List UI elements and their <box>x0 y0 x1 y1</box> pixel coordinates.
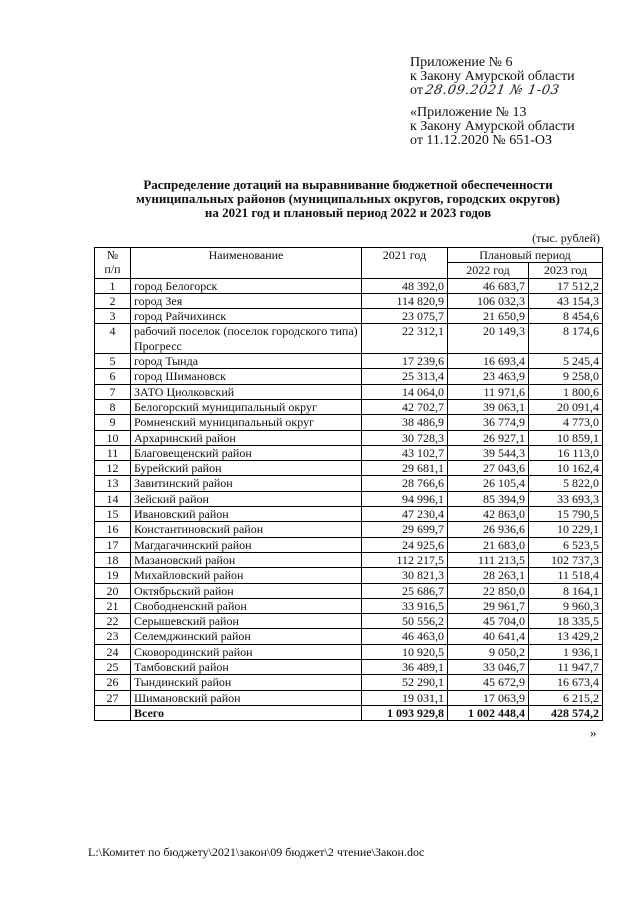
value-2021: 30 728,3 <box>362 430 448 445</box>
value-2021: 17 239,6 <box>362 354 448 369</box>
row-number: 22 <box>95 614 131 629</box>
value-2022: 42 863,0 <box>448 507 529 522</box>
value-2021: 25 313,4 <box>362 369 448 384</box>
value-2022: 26 927,1 <box>448 430 529 445</box>
table-row <box>95 476 603 491</box>
value-2021: 42 702,7 <box>362 399 448 414</box>
value-2023: 8 454,6 <box>529 309 603 324</box>
unit-label: (тыс. рублей) <box>532 231 600 245</box>
row-name: Октябрьский район <box>131 583 362 598</box>
row-number: 6 <box>95 369 131 384</box>
value-2023: 18 335,5 <box>529 614 603 629</box>
value-2021: 33 916,5 <box>362 598 448 613</box>
row-number: 4 <box>95 324 131 354</box>
row-number: 8 <box>95 399 131 414</box>
table-row <box>95 384 603 399</box>
value-2022: 33 046,7 <box>448 660 529 675</box>
value-2023: 6 523,5 <box>529 537 603 552</box>
value-2021: 28 766,6 <box>362 476 448 491</box>
row-number: 18 <box>95 552 131 567</box>
value-2023: 10 859,1 <box>529 430 603 445</box>
row-number: 10 <box>95 430 131 445</box>
value-2021: 114 820,9 <box>362 293 448 308</box>
row-number: 26 <box>95 675 131 690</box>
value-2023: 20 091,4 <box>529 399 603 414</box>
row-number: 11 <box>95 445 131 460</box>
row-name: Завитинский район <box>131 476 362 491</box>
value-2023: 8 174,6 <box>529 324 603 354</box>
value-2023: 1 936,1 <box>529 644 603 659</box>
value-2023: 10 229,1 <box>529 522 603 537</box>
value-2022: 40 641,4 <box>448 629 529 644</box>
table-row <box>95 324 603 354</box>
row-name: Константиновский район <box>131 522 362 537</box>
value-2021: 112 217,5 <box>362 552 448 567</box>
total-number <box>95 705 131 720</box>
header-2023: 2023 год <box>529 263 603 278</box>
table-row <box>95 552 603 567</box>
value-2021: 36 489,1 <box>362 660 448 675</box>
title-line-3: на 2021 год и плановый период 2022 и 2023 годов <box>204 205 492 220</box>
row-number: 19 <box>95 568 131 583</box>
value-2023: 102 737,3 <box>529 552 603 567</box>
table-row <box>95 369 603 384</box>
value-2022: 16 693,4 <box>448 354 529 369</box>
value-2022: 23 463,9 <box>448 369 529 384</box>
table-row <box>95 568 603 583</box>
total-row <box>95 705 603 720</box>
value-2022: 36 774,9 <box>448 415 529 430</box>
table-row <box>95 491 603 506</box>
value-2021: 19 031,1 <box>362 690 448 705</box>
table-row <box>95 644 603 659</box>
table-row <box>95 430 603 445</box>
row-number: 17 <box>95 537 131 552</box>
appendix-previous-date: от 11.12.2020 № 651-ОЗ <box>410 133 553 148</box>
row-name: Тамбовский район <box>131 660 362 675</box>
row-number: 13 <box>95 476 131 491</box>
title-line-2: муниципальных районов (муниципальных округов, городских округов) <box>136 191 560 206</box>
handwritten-date-number: 28.09.2021 № 1-03 <box>423 83 561 98</box>
row-name: Свободненский район <box>131 598 362 613</box>
row-number: 2 <box>95 293 131 308</box>
value-2023: 1 800,6 <box>529 384 603 399</box>
value-2021: 50 556,2 <box>362 614 448 629</box>
row-name: Ивановский район <box>131 507 362 522</box>
value-2022: 21 650,9 <box>448 309 529 324</box>
value-2022: 45 704,0 <box>448 614 529 629</box>
value-2023: 11 947,7 <box>529 660 603 675</box>
table-row <box>95 522 603 537</box>
row-name: рабочий поселок (поселок городского типа) Прогресс <box>131 324 362 354</box>
value-2022: 17 063,9 <box>448 690 529 705</box>
appendix-current-date-prefix: от <box>410 83 423 98</box>
header-planned-period: Плановый период <box>448 248 603 263</box>
row-number: 7 <box>95 384 131 399</box>
value-2021: 30 821,3 <box>362 568 448 583</box>
row-number: 21 <box>95 598 131 613</box>
value-2021: 25 686,7 <box>362 583 448 598</box>
row-name: Магдагачинский район <box>131 537 362 552</box>
row-name: город Зея <box>131 293 362 308</box>
row-name: Серышевский район <box>131 614 362 629</box>
value-2021: 24 925,6 <box>362 537 448 552</box>
table-row <box>95 399 603 414</box>
value-2022: 28 263,1 <box>448 568 529 583</box>
value-2022: 20 149,3 <box>448 324 529 354</box>
appendix-previous-law: к Закону Амурской области <box>410 119 575 134</box>
row-name: Шимановский район <box>131 690 362 705</box>
value-2021: 22 312,1 <box>362 324 448 354</box>
value-2023: 33 693,3 <box>529 491 603 506</box>
value-2021: 29 681,1 <box>362 461 448 476</box>
value-2023: 6 215,2 <box>529 690 603 705</box>
table-row <box>95 690 603 705</box>
value-2023: 9 258,0 <box>529 369 603 384</box>
value-2022: 29 961,7 <box>448 598 529 613</box>
value-2021: 48 392,0 <box>362 278 448 293</box>
value-2023: 13 429,2 <box>529 629 603 644</box>
value-2023: 9 960,3 <box>529 598 603 613</box>
total-2023: 428 574,2 <box>529 705 603 720</box>
row-name: город Шимановск <box>131 369 362 384</box>
value-2022: 106 032,3 <box>448 293 529 308</box>
row-number: 1 <box>95 278 131 293</box>
appendix-current-title: Приложение № 6 <box>410 55 513 70</box>
value-2021: 23 075,7 <box>362 309 448 324</box>
appendix-previous-header <box>410 106 575 148</box>
table-row <box>95 461 603 476</box>
total-2021: 1 093 929,8 <box>362 705 448 720</box>
value-2021: 29 699,7 <box>362 522 448 537</box>
row-number: 23 <box>95 629 131 644</box>
row-name: Зейский район <box>131 491 362 506</box>
row-name: Селемджинский район <box>131 629 362 644</box>
table-row <box>95 293 603 308</box>
value-2023: 4 773,0 <box>529 415 603 430</box>
row-number: 15 <box>95 507 131 522</box>
row-name: город Тында <box>131 354 362 369</box>
table-body <box>95 278 603 721</box>
value-2022: 46 683,7 <box>448 278 529 293</box>
table-row <box>95 675 603 690</box>
total-2022: 1 002 448,4 <box>448 705 529 720</box>
value-2022: 9 050,2 <box>448 644 529 659</box>
table-row <box>95 278 603 293</box>
value-2022: 22 850,0 <box>448 583 529 598</box>
value-2022: 26 105,4 <box>448 476 529 491</box>
row-number: 16 <box>95 522 131 537</box>
row-name: Михайловский район <box>131 568 362 583</box>
value-2021: 38 486,9 <box>362 415 448 430</box>
value-2021: 47 230,4 <box>362 507 448 522</box>
header-number-symbol: № <box>106 248 119 262</box>
row-name: город Райчихинск <box>131 309 362 324</box>
value-2023: 43 154,3 <box>529 293 603 308</box>
row-number: 14 <box>95 491 131 506</box>
row-name: Ромненский муниципальный округ <box>131 415 362 430</box>
table-row <box>95 583 603 598</box>
table-row <box>95 507 603 522</box>
table-row <box>95 614 603 629</box>
value-2023: 17 512,2 <box>529 278 603 293</box>
row-number: 9 <box>95 415 131 430</box>
value-2023: 5 245,4 <box>529 354 603 369</box>
value-2021: 52 290,1 <box>362 675 448 690</box>
value-2022: 39 063,1 <box>448 399 529 414</box>
value-2022: 111 213,5 <box>448 552 529 567</box>
row-number: 27 <box>95 690 131 705</box>
value-2023: 8 164,1 <box>529 583 603 598</box>
row-name: Благовещенский район <box>131 445 362 460</box>
value-2022: 11 971,6 <box>448 384 529 399</box>
value-2023: 10 162,4 <box>529 461 603 476</box>
value-2022: 26 936,6 <box>448 522 529 537</box>
value-2023: 11 518,4 <box>529 568 603 583</box>
value-2023: 15 790,5 <box>529 507 603 522</box>
table-row <box>95 309 603 324</box>
row-name: Архаринский район <box>131 430 362 445</box>
appendix-current-header <box>410 56 575 98</box>
total-label: Всего <box>131 705 362 720</box>
table-row <box>95 537 603 552</box>
row-number: 12 <box>95 461 131 476</box>
value-2023: 16 673,4 <box>529 675 603 690</box>
header-name: Наименование <box>131 248 362 279</box>
dotation-table <box>94 247 603 721</box>
row-name: ЗАТО Циолковский <box>131 384 362 399</box>
value-2022: 27 043,6 <box>448 461 529 476</box>
header-number-pp: п/п <box>104 262 121 277</box>
value-2021: 46 463,0 <box>362 629 448 644</box>
value-2022: 21 683,0 <box>448 537 529 552</box>
table-row <box>95 354 603 369</box>
row-number: 24 <box>95 644 131 659</box>
table-row <box>95 660 603 675</box>
value-2022: 39 544,3 <box>448 445 529 460</box>
row-name: Мазановский район <box>131 552 362 567</box>
header-number <box>95 248 131 279</box>
value-2022: 45 672,9 <box>448 675 529 690</box>
value-2021: 10 920,5 <box>362 644 448 659</box>
header-2021: 2021 год <box>362 248 448 279</box>
row-number: 25 <box>95 660 131 675</box>
value-2023: 5 822,0 <box>529 476 603 491</box>
header-row-1 <box>95 248 603 263</box>
value-2021: 43 102,7 <box>362 445 448 460</box>
value-2022: 85 394,9 <box>448 491 529 506</box>
document-title <box>94 178 602 220</box>
value-2021: 14 064,0 <box>362 384 448 399</box>
table-row <box>95 629 603 644</box>
appendix-current-law: к Закону Амурской области <box>410 69 575 84</box>
row-number: 3 <box>95 309 131 324</box>
table-row <box>95 415 603 430</box>
table-row <box>95 598 603 613</box>
appendix-previous-title: «Приложение № 13 <box>410 105 527 120</box>
table-row <box>95 445 603 460</box>
row-number: 5 <box>95 354 131 369</box>
row-name: Сковородинский район <box>131 644 362 659</box>
row-name: Белогорский муниципальный округ <box>131 399 362 414</box>
closing-quote: » <box>590 725 597 740</box>
appendix-current-date-line <box>410 84 575 98</box>
value-2021: 94 996,1 <box>362 491 448 506</box>
row-name: Тындинский район <box>131 675 362 690</box>
header-2022: 2022 год <box>448 263 529 278</box>
row-name: Бурейский район <box>131 461 362 476</box>
value-2023: 16 113,0 <box>529 445 603 460</box>
row-number: 20 <box>95 583 131 598</box>
file-path-footer: L:\Комитет по бюджету\2021\закон\09 бюджет\2 чтение\Закон.doc <box>88 845 425 859</box>
title-line-1: Распределение дотаций на выравнивание бюджетной обеспеченности <box>143 177 553 192</box>
row-name: город Белогорск <box>131 278 362 293</box>
